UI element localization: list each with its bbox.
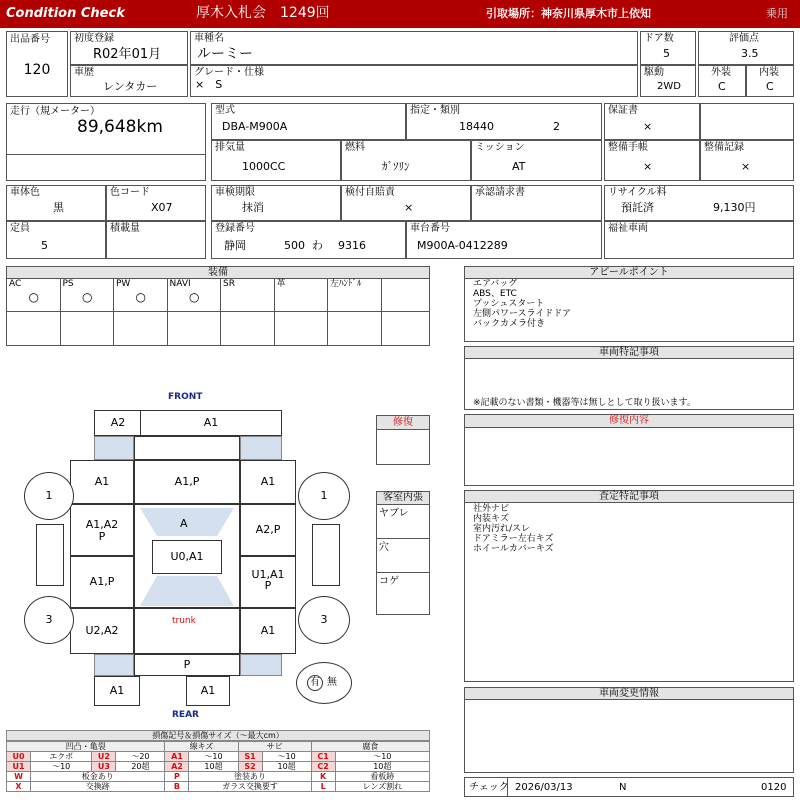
category-number: 2 <box>553 120 560 133</box>
legend-key: A2 <box>165 762 189 772</box>
designation-box <box>406 103 602 140</box>
legend-key: U0 <box>7 752 31 762</box>
legend-key: B <box>165 782 189 792</box>
spare-yes: 有 <box>310 677 320 688</box>
legend-row <box>7 772 430 782</box>
load-label: 積載量 <box>110 223 140 234</box>
rear-panel <box>134 654 240 676</box>
score-box <box>698 31 794 65</box>
equipment-cell-6 <box>328 279 382 345</box>
appeal-box <box>464 266 794 342</box>
legend-key: W <box>7 772 31 782</box>
reg-number-label: 登録番号 <box>215 223 255 234</box>
legend-value: 交換跡 <box>31 782 165 792</box>
maint-book-value: × <box>643 160 653 173</box>
color-code-value: X07 <box>151 201 173 214</box>
appeal-line: プッシュスタート <box>473 299 545 309</box>
roof <box>152 540 222 574</box>
approval-label: 承認請求書 <box>475 187 525 198</box>
equipment-check-mark: ○ <box>28 290 39 304</box>
exterior-box <box>698 65 746 97</box>
headlight-left <box>94 436 134 460</box>
quarter-right <box>240 608 296 654</box>
reg-num: 9316 <box>338 239 366 252</box>
interior-burn: コゲ <box>379 576 399 587</box>
legend-row <box>7 762 430 772</box>
lot-number: 120 <box>23 62 51 78</box>
equipment-cell-5 <box>275 279 329 345</box>
equipment-label: 左ﾊﾝﾄﾞﾙ <box>330 279 362 289</box>
divider <box>507 778 508 796</box>
assessment-line: ホイールカバーキズ <box>473 544 554 554</box>
interior-dirt-header: 客室内張 <box>377 492 429 505</box>
score-label: 評価点 <box>729 33 759 44</box>
vehicle-category: 乗用 <box>766 7 788 20</box>
divider <box>377 572 429 573</box>
legend-key: P <box>165 772 189 782</box>
hood-center <box>134 436 240 460</box>
appeal-line: ABS、ETC <box>473 289 517 299</box>
interior-hole: 穴 <box>379 542 389 553</box>
spare-tire <box>296 662 352 704</box>
repair-header: 修復 <box>377 416 429 430</box>
maint-record-label: 整備記録 <box>704 142 744 153</box>
chassis-label: 車台番号 <box>410 223 450 234</box>
legend-value: 〜10 <box>335 752 429 762</box>
hood <box>134 460 240 504</box>
fuel-value: ｶﾞｿﾘﾝ <box>382 160 410 173</box>
trunk-label: trunk <box>172 616 196 626</box>
appeal-line: エアバッグ <box>473 279 518 289</box>
repair-content-header: 修復内容 <box>465 415 793 428</box>
capacity-label: 定員 <box>10 223 30 234</box>
legend-value: 10超 <box>189 762 238 772</box>
warranty-blank <box>700 103 794 140</box>
front-bumper <box>140 410 282 436</box>
header-bar <box>0 0 800 28</box>
displacement-value: 1000CC <box>242 160 286 173</box>
drive-value: 2WD <box>657 81 681 92</box>
equipment-check-mark: ○ <box>82 290 93 304</box>
maint-record-value: × <box>741 160 751 173</box>
legend-value: 塗装あり <box>189 772 311 782</box>
front-label: FRONT <box>168 392 203 402</box>
legend-key: A1 <box>165 752 189 762</box>
damage-code: 1 <box>320 489 328 502</box>
damage-code: U0,A1 <box>170 550 204 563</box>
recycle-fee: 9,130円 <box>713 201 756 214</box>
reg-class: 500 <box>284 239 305 252</box>
wheel-rear-left <box>24 596 74 644</box>
damage-code: 1 <box>45 489 53 502</box>
wheel-rear-right <box>298 596 350 644</box>
drive-box <box>640 65 696 97</box>
warranty-box <box>604 103 700 140</box>
check-mark: N <box>619 782 627 793</box>
assessment-line: 内装キズ <box>473 514 509 524</box>
legend-key: X <box>7 782 31 792</box>
legend-value: 〜20 <box>116 752 165 762</box>
legend-title: 損傷記号＆損傷サイズ（〜最大cm） <box>6 730 430 741</box>
tax-value: × <box>404 201 414 214</box>
damage-code: A1 <box>203 416 219 429</box>
tax-box <box>341 185 471 221</box>
repair-content-box <box>464 414 794 486</box>
legend-key: S2 <box>238 762 262 772</box>
changes-box <box>464 687 794 773</box>
approval-box <box>471 185 602 221</box>
recycle-box <box>604 185 794 221</box>
color-box <box>6 185 106 221</box>
equipment-label: PW <box>116 279 131 289</box>
equipment-label: AC <box>9 279 22 289</box>
legend-value: 看板跡 <box>335 772 429 782</box>
lot-label: 出品番号 <box>10 34 50 45</box>
equipment-cell-1 <box>61 279 115 345</box>
damage-code: A1 <box>260 624 276 637</box>
trunk <box>134 608 240 654</box>
appeal-line: 左側パワースライドドア <box>473 309 572 319</box>
tax-label: 検付自賠責 <box>345 187 395 198</box>
chassis-value: M900A-0412289 <box>417 239 508 252</box>
damage-code: A1,P <box>174 475 200 488</box>
capacity-value: 5 <box>41 239 48 252</box>
legend-key: C1 <box>311 752 335 762</box>
drive-label: 駆動 <box>644 67 664 78</box>
interior-box <box>746 65 794 97</box>
assessment-line: ドアミラー左右キズ <box>473 534 554 544</box>
recycle-label: リサイクル料 <box>608 187 667 198</box>
mileage-value: 89,648km <box>77 117 163 137</box>
interior-value: C <box>766 80 774 93</box>
damage-code: A1,P <box>89 575 115 588</box>
recycle-status: 預託済 <box>621 201 654 214</box>
appeal-line: バックカメラ付き <box>473 319 546 329</box>
reg-kana: わ <box>312 239 323 252</box>
history-box <box>70 65 188 97</box>
load-box <box>106 221 206 259</box>
maint-record-box <box>700 140 794 181</box>
legend-row <box>7 782 430 792</box>
model-box <box>211 103 406 140</box>
legend-group: 腐食 <box>311 742 429 752</box>
legend-value: ガラス交換要す <box>189 782 311 792</box>
reg-area: 静岡 <box>224 239 246 252</box>
fuel-label: 燃料 <box>345 142 365 153</box>
mission-box <box>471 140 602 181</box>
equipment-check-mark: ○ <box>189 290 200 304</box>
equipment-check-mark: ○ <box>135 290 146 304</box>
assessment-line: 室内汚れ/スレ <box>473 524 531 534</box>
taillight-left <box>94 654 134 676</box>
color-code-box <box>106 185 206 221</box>
color-label: 車体色 <box>10 187 40 198</box>
rear-bumper-left <box>94 676 140 706</box>
damage-code: A2 <box>110 416 126 429</box>
warranty-value: × <box>643 120 653 133</box>
displacement-label: 排気量 <box>215 142 245 153</box>
equipment-cell-0 <box>7 279 61 345</box>
front-bumper-left <box>94 410 142 436</box>
legend-value: 〜10 <box>31 762 92 772</box>
mirror-left <box>36 524 64 586</box>
fender-left <box>70 460 134 504</box>
inspection-value: 抹消 <box>242 201 264 214</box>
legend-group: サビ <box>238 742 311 752</box>
damage-code: A1 <box>260 475 276 488</box>
history-value: レンタカー <box>103 80 158 93</box>
legend-table <box>6 741 430 792</box>
warranty-label: 保証書 <box>608 105 638 116</box>
color-value: 黒 <box>53 201 64 214</box>
first-reg-box <box>70 31 188 65</box>
damage-code: A1 <box>94 475 110 488</box>
maint-book-box <box>604 140 700 181</box>
legend-value: 10超 <box>335 762 429 772</box>
legend-value: エクボ <box>31 752 92 762</box>
windshield-code: A <box>180 517 188 530</box>
doors-label: ドア数 <box>644 33 674 44</box>
legend-value: 20超 <box>116 762 165 772</box>
rear-bumper-right <box>186 676 230 706</box>
model-value: DBA-M900A <box>222 120 288 133</box>
reg-number-box <box>211 221 406 259</box>
doors-box <box>640 31 696 65</box>
mileage-label: 走行（規メーター） <box>10 106 100 117</box>
maint-book-label: 整備手帳 <box>608 142 648 153</box>
front-door-left <box>70 504 134 556</box>
special-box <box>464 346 794 410</box>
car-name-value: ルーミー <box>197 46 253 62</box>
divider <box>7 154 205 155</box>
app-title: Condition Check <box>6 6 125 21</box>
inspection-box <box>211 185 341 221</box>
check-code: 0120 <box>761 782 787 793</box>
auction-name: 厚木入札会 1249回 <box>196 5 330 21</box>
quarter-left <box>70 608 134 654</box>
damage-code: 3 <box>320 613 328 626</box>
welfare-box <box>604 221 794 259</box>
legend-value: 10超 <box>262 762 311 772</box>
legend-value: レンズ割れ <box>335 782 429 792</box>
appeal-header: アピールポイント <box>465 267 793 279</box>
doors-value: 5 <box>663 47 670 60</box>
designation-value: 18440 <box>459 120 494 133</box>
designation-label: 指定・類別 <box>410 105 460 116</box>
legend-key: C2 <box>311 762 335 772</box>
equipment-label: PS <box>62 279 74 289</box>
equipment-cell-2 <box>114 279 168 345</box>
front-door-right <box>240 504 296 556</box>
first-reg-value: R02年01月 <box>93 47 162 62</box>
equipment-cell-3 <box>168 279 222 345</box>
damage-code: A1 <box>109 684 125 697</box>
mileage-box <box>6 103 206 181</box>
rear-door-right <box>240 556 296 608</box>
special-header: 車両特記事項 <box>465 347 793 359</box>
check-date: 2026/03/13 <box>515 782 573 793</box>
spare-no: 無 <box>327 677 337 688</box>
inspection-label: 車検期限 <box>215 187 255 198</box>
equipment-label: SR <box>223 279 235 289</box>
pickup-location: 引取場所：神奈川県厚木市上依知 <box>486 7 651 20</box>
fuel-box <box>341 140 471 181</box>
damage-code: A1 <box>200 684 216 697</box>
legend-key: S1 <box>238 752 262 762</box>
legend-group: 凹凸・亀裂 <box>7 742 165 752</box>
car-name-label: 車種名 <box>194 33 224 44</box>
check-label: チェック <box>469 782 509 793</box>
equipment-label: NAVI <box>169 279 191 289</box>
legend-key: L <box>311 782 335 792</box>
equipment-header: 装備 <box>7 267 429 279</box>
exterior-label: 外装 <box>711 67 731 78</box>
damage-code: A2,P <box>255 523 281 536</box>
legend-value: 〜10 <box>189 752 238 762</box>
first-reg-label: 初度登録 <box>74 33 114 44</box>
damage-code: U1,A1 P <box>251 568 285 592</box>
legend-row <box>7 752 430 762</box>
damage-code: A1,A2 P <box>85 518 119 543</box>
legend-value: 〜10 <box>262 752 311 762</box>
special-note: ※記載のない書類・機器等は無しとして取り扱います。 <box>473 398 696 408</box>
grade-box <box>190 65 638 97</box>
spare-yes-circle <box>307 675 323 691</box>
rear-door-left <box>70 556 134 608</box>
car-name-box <box>190 31 638 65</box>
history-label: 車歴 <box>74 67 94 78</box>
check-bar <box>464 777 794 797</box>
legend-value: 板金あり <box>31 772 165 782</box>
legend-key: U2 <box>92 752 116 762</box>
assessment-line: 社外ナビ <box>473 504 510 514</box>
model-label: 型式 <box>215 105 235 116</box>
legend-group: 線キズ <box>165 742 238 752</box>
legend-key: K <box>311 772 335 782</box>
mirror-right <box>312 524 340 586</box>
chassis-box <box>406 221 602 259</box>
score-value: 3.5 <box>741 47 759 60</box>
damage-code: 3 <box>45 613 53 626</box>
mission-value: AT <box>512 160 526 173</box>
repair-box <box>376 415 430 465</box>
legend-key: U3 <box>92 762 116 772</box>
damage-code: U2,A2 <box>85 624 119 637</box>
capacity-box <box>6 221 106 259</box>
fender-right <box>240 460 296 504</box>
lot-box <box>6 31 68 97</box>
assessment-header: 査定特記事項 <box>465 491 793 503</box>
interior-dirt-box <box>376 491 430 615</box>
grade-value: × S <box>195 78 223 91</box>
taillight-right <box>240 654 282 676</box>
legend-group-row <box>7 742 430 752</box>
displacement-box <box>211 140 341 181</box>
wheel-front-left <box>24 472 74 520</box>
equipment-label: 革 <box>276 279 286 289</box>
mission-label: ミッション <box>475 142 525 153</box>
grade-label: グレード・仕様 <box>194 67 264 78</box>
damage-code: P <box>183 658 191 671</box>
legend-key: U1 <box>7 762 31 772</box>
equipment-table <box>6 266 430 346</box>
exterior-value: C <box>718 80 726 93</box>
divider <box>377 538 429 539</box>
assessment-box <box>464 490 794 682</box>
interior-tear: ヤブレ <box>379 508 409 519</box>
legend <box>6 730 430 792</box>
changes-header: 車両変更情報 <box>465 688 793 700</box>
interior-label: 内装 <box>759 67 779 78</box>
rear-label: REAR <box>172 710 199 720</box>
headlight-right <box>240 436 282 460</box>
wheel-front-right <box>298 472 350 520</box>
welfare-label: 福祉車両 <box>608 223 648 234</box>
equipment-cell-4 <box>221 279 275 345</box>
color-code-label: 色コード <box>110 187 150 198</box>
